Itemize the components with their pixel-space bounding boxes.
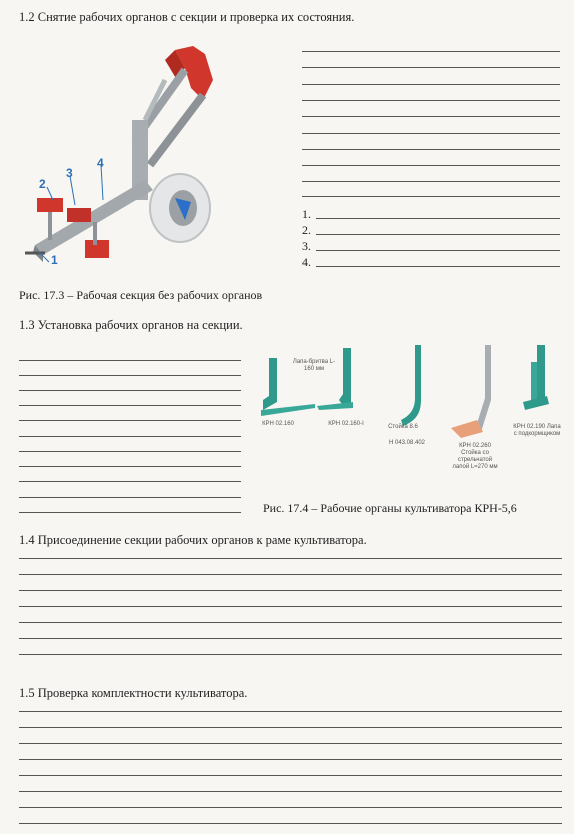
- answer-line: [19, 405, 241, 406]
- figure-17-3-caption: Рис. 17.3 – Рабочая секция без рабочих органов: [19, 288, 263, 302]
- part-label-krn-02-160-1: КРН 02.160-I: [328, 421, 364, 427]
- figure-17-3-callout-4: 4: [97, 156, 104, 170]
- answer-line: [302, 165, 560, 166]
- figure-17-3-callout-3: 3: [66, 166, 73, 180]
- answer-line: [19, 360, 241, 361]
- answer-line: [302, 133, 560, 134]
- answer-line: [19, 436, 241, 437]
- numbered-list-item: 1.: [302, 208, 560, 222]
- numbered-list-item: 3.: [302, 240, 560, 254]
- answer-line: [19, 574, 562, 575]
- answer-line: [19, 791, 562, 792]
- answer-line: [19, 558, 562, 559]
- section-heading-1-4: 1.4 Присоединение секции рабочих органов к раме культиватора.: [19, 533, 367, 547]
- part-label-paw-pair: Лапа-бритва L-160 мм: [292, 359, 336, 372]
- answer-line: [19, 512, 241, 513]
- answer-line: [19, 420, 241, 421]
- figure-17-3-image: [15, 40, 250, 275]
- answer-line: [302, 196, 560, 197]
- answer-line: [19, 466, 241, 467]
- figure-17-3-callout-1: 1: [51, 253, 58, 267]
- part-label-krn-02-260: КРН 02.260 Стойка со стрельчатой лапой L=270 мм: [452, 443, 498, 470]
- answer-line: [19, 823, 562, 824]
- part-label-stand-code: Н 043.08.402: [388, 440, 426, 446]
- answer-line: [302, 116, 560, 117]
- answer-line: [302, 84, 560, 85]
- answer-line: [19, 711, 562, 712]
- answer-line: [19, 481, 241, 482]
- answer-line: [19, 390, 241, 391]
- part-label-krn-02-160: КРН 02.160: [262, 421, 294, 427]
- answer-line: [19, 654, 562, 655]
- answer-line: [302, 51, 560, 52]
- answer-line: [19, 759, 562, 760]
- section-heading-1-3: 1.3 Установка рабочих органов на секции.: [19, 318, 243, 332]
- answer-line: [302, 149, 560, 150]
- part-label-krn-02-190: КРН 02.190 Лапа с подкормщиком: [513, 424, 561, 437]
- part-label-stand-8-6: Стойка 8.6: [388, 424, 418, 430]
- figure-17-4-caption: Рис. 17.4 – Рабочие органы культиватора КРН-5,6: [263, 501, 517, 515]
- answer-line: [302, 67, 560, 68]
- answer-line: [19, 375, 241, 376]
- answer-line: [19, 807, 562, 808]
- answer-line: [19, 743, 562, 744]
- answer-line: [19, 606, 562, 607]
- section-heading-1-5: 1.5 Проверка комплектности культиватора.: [19, 686, 248, 700]
- numbered-list-item: 2.: [302, 224, 560, 238]
- answer-line: [19, 497, 241, 498]
- section-heading-1-2: 1.2 Снятие рабочих органов с секции и проверка их состояния.: [19, 10, 355, 24]
- numbered-list-item: 4.: [302, 256, 560, 270]
- answer-line: [302, 181, 560, 182]
- answer-line: [19, 451, 241, 452]
- answer-line: [19, 590, 562, 591]
- figure-17-3-callout-2: 2: [39, 177, 46, 191]
- answer-line: [19, 622, 562, 623]
- answer-line: [19, 727, 562, 728]
- answer-line: [19, 638, 562, 639]
- answer-line: [19, 775, 562, 776]
- answer-line: [302, 100, 560, 101]
